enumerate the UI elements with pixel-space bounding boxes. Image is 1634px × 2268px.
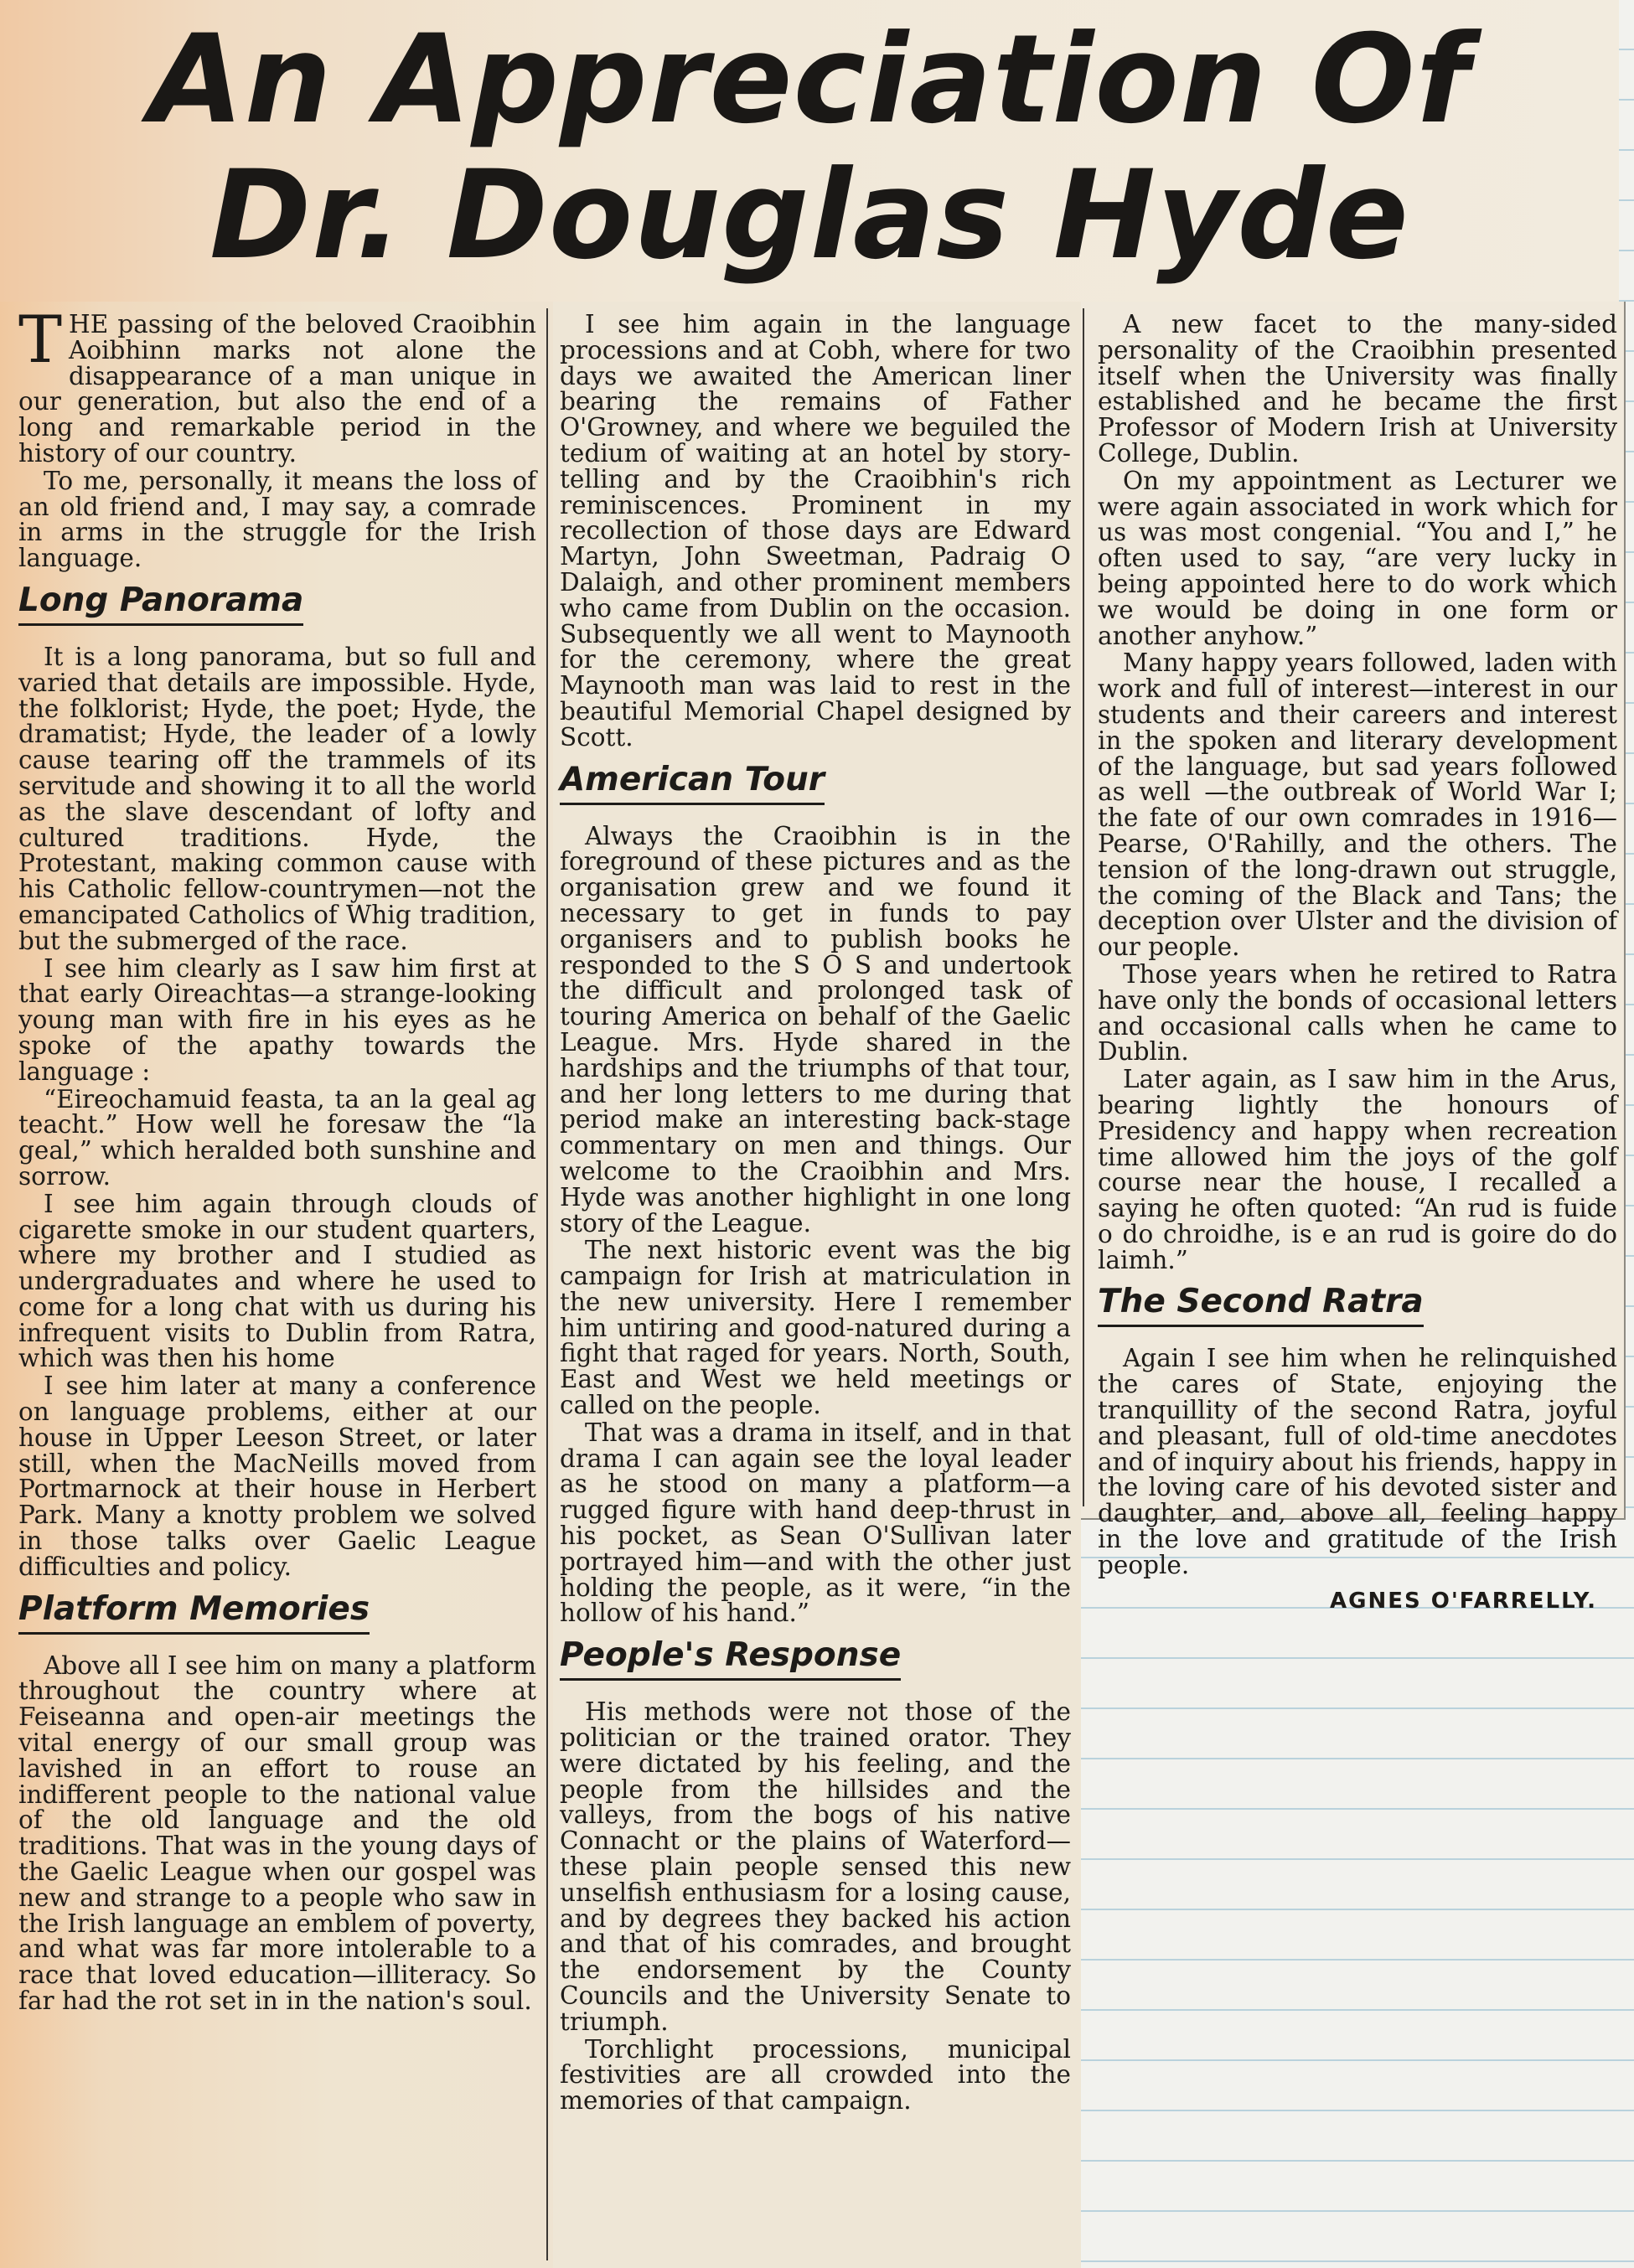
paragraph: Many happy years followed, laden with work and full of interest—interest in our students and their careers and interest in the spoken and literary development of the language, but sad years followed as well —the outbreak of World War I; the fate of our own comrades in 1916—Pearse, O'Rahilly, and the others. The tension of the long-drawn out struggle, the coming of the Black and Tans; the deception over Ulster and the division of our people. <box>1098 648 1617 962</box>
paragraph: Above all I see him on many a platform throughout the country where at Feiseanna and open-air meetings the vital energy of our small group was lavished in an effort to rouse an indifferent people to the national value of the old language and the old traditions. That was in the young days of the Gaelic League when our gospel was new and strange to a people who saw in the Irish language an emblem of poverty, and what was far more intolerable to a race that loved education—illiteracy. So far had the rot set in in the nation's soul. <box>18 1651 536 2016</box>
article-column-3 <box>1098 312 1617 1614</box>
paragraph: Again I see him when he relinquished the cares of State, enjoying the tranquillity of the second Ratra, joyful and pleasant, full of old-time anecdotes and of inquiry about his friends, happy in the loving care of his devoted sister and daughter, and, above all, feeling happy in the love and gratitude of the Irish people. <box>1098 1344 1617 1579</box>
paragraph: That was a drama in itself, and in that drama I can again see the loyal leader as he stood on many a platform—a rugged figure with hand deep-thrust in his pocket, as Sean O'Sullivan later portrayed him—and with the other just holding the people, as it were, “in the hollow of his hand.” <box>560 1418 1071 1628</box>
subheading-second-ratra: The Second Ratra <box>1098 1283 1424 1327</box>
article-column-2 <box>560 312 1071 2116</box>
paragraph: “Eireochamuid feasta, ta an la geal ag teacht.” How well he foresaw the “la geal,” which heralded both sunshine and sorrow. <box>18 1084 536 1191</box>
paragraph: A new facet to the many-sided personality of the Craoibhin presented itself when the University was finally established and he became the first Professor of Modern Irish at University College, Dublin. <box>1098 310 1617 468</box>
column-divider-2 <box>1083 308 1084 1506</box>
paragraph: It is a long panorama, but so full and varied that details are impossible. Hyde, the folklorist; Hyde, the poet; Hyde, the dramatist; Hyde, the leader of a lowly cause tearing off the trammels of its servitude and showing it to all the world as the slave descendant of lofty and cultured traditions. Hyde, the Protestant, making common cause with his Catholic fellow-countrymen—not the emancipated Catholics of Whig tradition, but the submerged of the race. <box>18 642 536 955</box>
paragraph: I see him again through clouds of cigarette smoke in our student quarters, where my brother and I studied as undergraduates and where he used to come for a long chat with us during his infrequent visits to Dublin from Ratra, which was then his home <box>18 1189 536 1373</box>
paragraph: Torchlight processions, municipal festivities are all crowded into the memories of that campaign. <box>560 2034 1071 2116</box>
article-headline <box>0 8 1619 287</box>
subheading-peoples-response: People's Response <box>560 1636 901 1681</box>
article-column-1 <box>18 302 536 2016</box>
paragraph: Always the Craoibhin is in the foreground of these pictures and as the organisation grew and we found it necessary to get in funds to pay organisers and to publish books he responded to the S O S and undertook the difficult and prolonged task of touring America on behalf of the Gaelic League. Mrs. Hyde shared in the hardships and the triumphs of that tour, and her long letters to me during that period make an interesting back-stage commentary on men and things. Our welcome to the Craoibhin and Mrs. Hyde was another highlight in one long story of the League. <box>560 821 1071 1237</box>
subheading-american-tour: American Tour <box>560 761 825 805</box>
drop-cap: T <box>18 302 63 378</box>
paragraph: Those years when he retired to Ratra have only the bonds of occasional letters and occasional calls when he came to Dublin. <box>1098 959 1617 1067</box>
headline-line-2: Dr. Douglas Hyde <box>209 144 1409 287</box>
subheading-platform-memories: Platform Memories <box>18 1590 370 1635</box>
author-signature: AGNES O'FARRELLY. <box>1329 1588 1597 1614</box>
paragraph: I see him clearly as I saw him first at that early Oireachtas—a strange-looking young man with fire in his eyes as he spoke of the apathy towards the language : <box>18 953 536 1086</box>
paragraph: His methods were not those of the politician or the trained orator. They were dictated by his feeling, and the people from the hillsides and the valleys, from the bogs of his native Connacht or the plains of Waterford—these plain people sensed this new unselfish enthusiasm for a losing cause, and by degrees they backed his action and that of his comrades, and brought the endorsement by the County Councils and the University Senate to triumph. <box>560 1697 1071 2036</box>
paragraph: The next historic event was the big campaign for Irish at matriculation in the new university. Here I remember him untiring and good-natured during a fight that raged for years. North, South, East and West we held meetings or called on the people. <box>560 1236 1071 1420</box>
column-divider-1 <box>546 308 548 2260</box>
paragraph: I see him again in the language processions and at Cobh, where for two days we awaited the American liner bearing the remains of Father O'Growney, and where we beguiled the tedium of waiting at an hotel by story-telling and by the Craoibhin's rich reminiscences. Prominent in my recollection of those days are Edward Martyn, John Sweetman, Padraig O Dalaigh, and other prominent members who came from Dublin on the occasion. Subsequently we all went to Maynooth for the ceremony, where the great Maynooth man was laid to rest in the beautiful Memorial Chapel designed by Scott. <box>560 310 1071 752</box>
paragraph: I see him later at many a conference on language problems, either at our house in Upper Leeson Street, or later still, when the MacNeills moved from Portmarnock at their house in Herbert Park. Many a knotty problem we solved in those talks over Gaelic League difficulties and policy. <box>18 1372 536 1581</box>
subheading-long-panorama: Long Panorama <box>18 581 303 626</box>
paragraph: THE passing of the beloved Craoibhin Aoibhinn marks not alone the disappearance of a man unique in our generation, but also the end of a long and remarkable period in the history of our country. <box>18 302 536 468</box>
headline-line-1: An Appreciation Of <box>148 8 1471 151</box>
paragraph: Later again, as I saw him in the Arus, bearing lightly the honours of Presidency and happy when recreation time allowed him the joys of the golf course near the house, I recalled a saying he often quoted: “An rud is fuide o do chroidhe, is e an rud is goire do do laimh.” <box>1098 1065 1617 1274</box>
paragraph: On my appointment as Lecturer we were again associated in work which for us was most congenial. “You and I,” he often used to say, “are very lucky in being appointed here to do work which we would be doing in one form or another anyhow.” <box>1098 466 1617 650</box>
paragraph: To me, personally, it means the loss of an old friend and, I may say, a comrade in arms in the struggle for the Irish language. <box>18 466 536 573</box>
